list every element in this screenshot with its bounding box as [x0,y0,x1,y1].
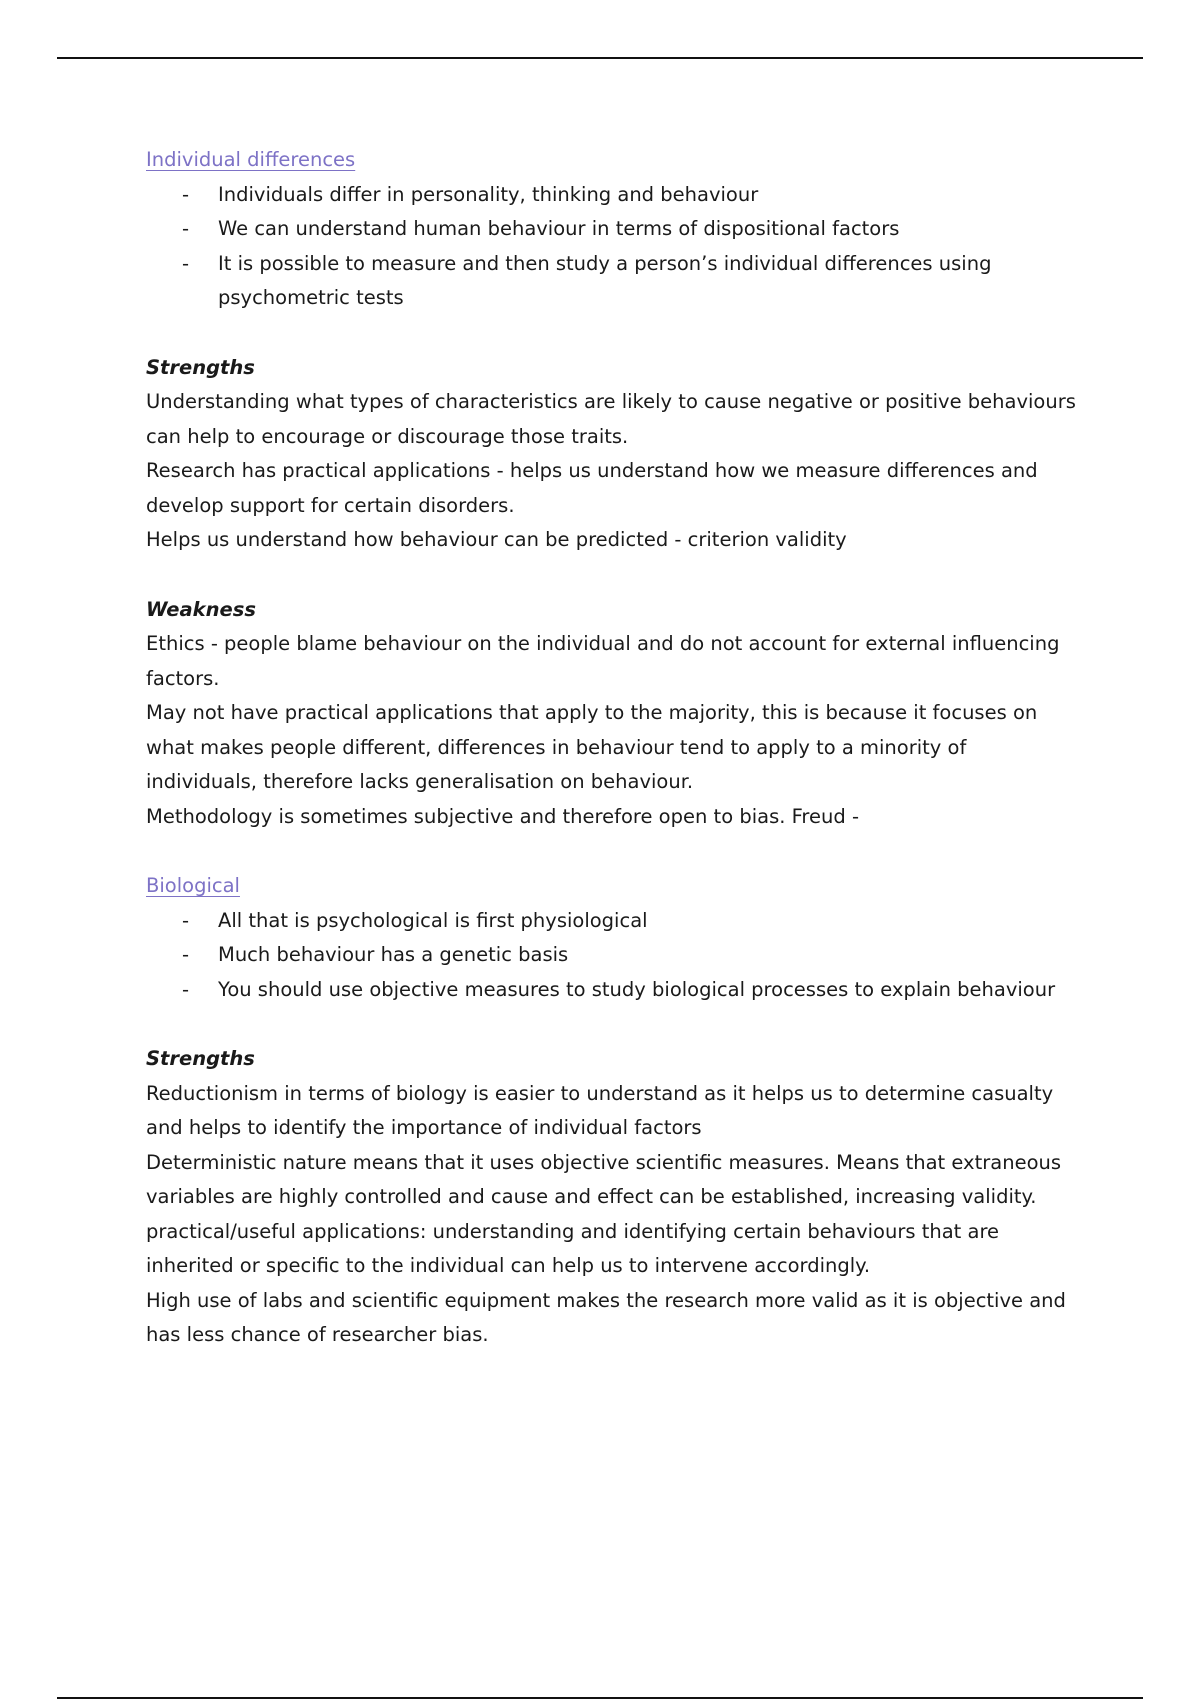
section-title-biological[interactable]: Biological [146,874,240,897]
section-title-individual-differences[interactable]: Individual differences [146,148,356,171]
paragraph: Reductionism in terms of biology is easier to understand as it helps us to determine casualty and helps to identify the importance of individual factors [146,1081,1054,1139]
paragraph: Methodology is sometimes subjective and therefore open to bias. Freud - [146,804,859,828]
paragraph: Deterministic nature means that it uses objective scientific measures. Means that extraneous variables are highly controlled and cause and effect can be established, increasing validity. [146,1150,1062,1208]
list-item: - Much behaviour has a genetic basis [146,938,1076,973]
paragraph: Helps us understand how behaviour can be predicted - criterion validity [146,528,847,551]
bullet-dash: - [182,977,190,1001]
list-item: - You should use objective measures to study biological processes to explain behaviour [146,973,1076,1008]
bullet-dash: - [182,217,190,240]
bullet-list-biological [146,904,1076,1008]
subheading-weakness: Weakness [146,597,256,621]
bullet-dash: - [182,251,190,275]
paragraph: High use of labs and scientific equipment makes the research more valid as it is objective and has less chance of researcher bias. [146,1288,1066,1346]
list-item: - It is possible to measure and then study a person’s individual differences using psychometric tests [146,247,1076,316]
paragraph: Research has practical applications - helps us understand how we measure differences and develop support for certain disorders. [146,459,1038,517]
paragraph: May not have practical applications that apply to the majority, this is because it focuses on what makes people different, differences in behaviour tend to apply to a minority of individuals, therefore lacks generalisation on behaviour. [146,701,1038,793]
bullet-dash: - [182,182,190,206]
paragraph: Ethics - people blame behaviour on the individual and do not account for external influencing factors. [146,632,1060,690]
list-item: - We can understand human behaviour in terms of dispositional factors [146,212,1076,247]
list-item: - All that is psychological is first physiological [146,904,1076,939]
subheading-strengths-biological: Strengths [146,1047,255,1070]
list-item: - Individuals differ in personality, thinking and behaviour [146,178,1076,213]
bullet-list-individual-differences [146,178,1076,316]
subheading-strengths: Strengths [146,355,255,379]
bottom-rule [57,1697,1143,1699]
document-body [146,143,1076,1353]
paragraph: practical/useful applications: understanding and identifying certain behaviours that are inherited or specific to the individual can help us to intervene accordingly. [146,1219,1000,1277]
bullet-dash: - [182,943,190,966]
bullet-dash: - [182,908,190,932]
top-rule [57,57,1143,59]
paragraph: Understanding what types of characteristics are likely to cause negative or positive behaviours can help to encourage or discourage those traits. [146,390,1076,448]
